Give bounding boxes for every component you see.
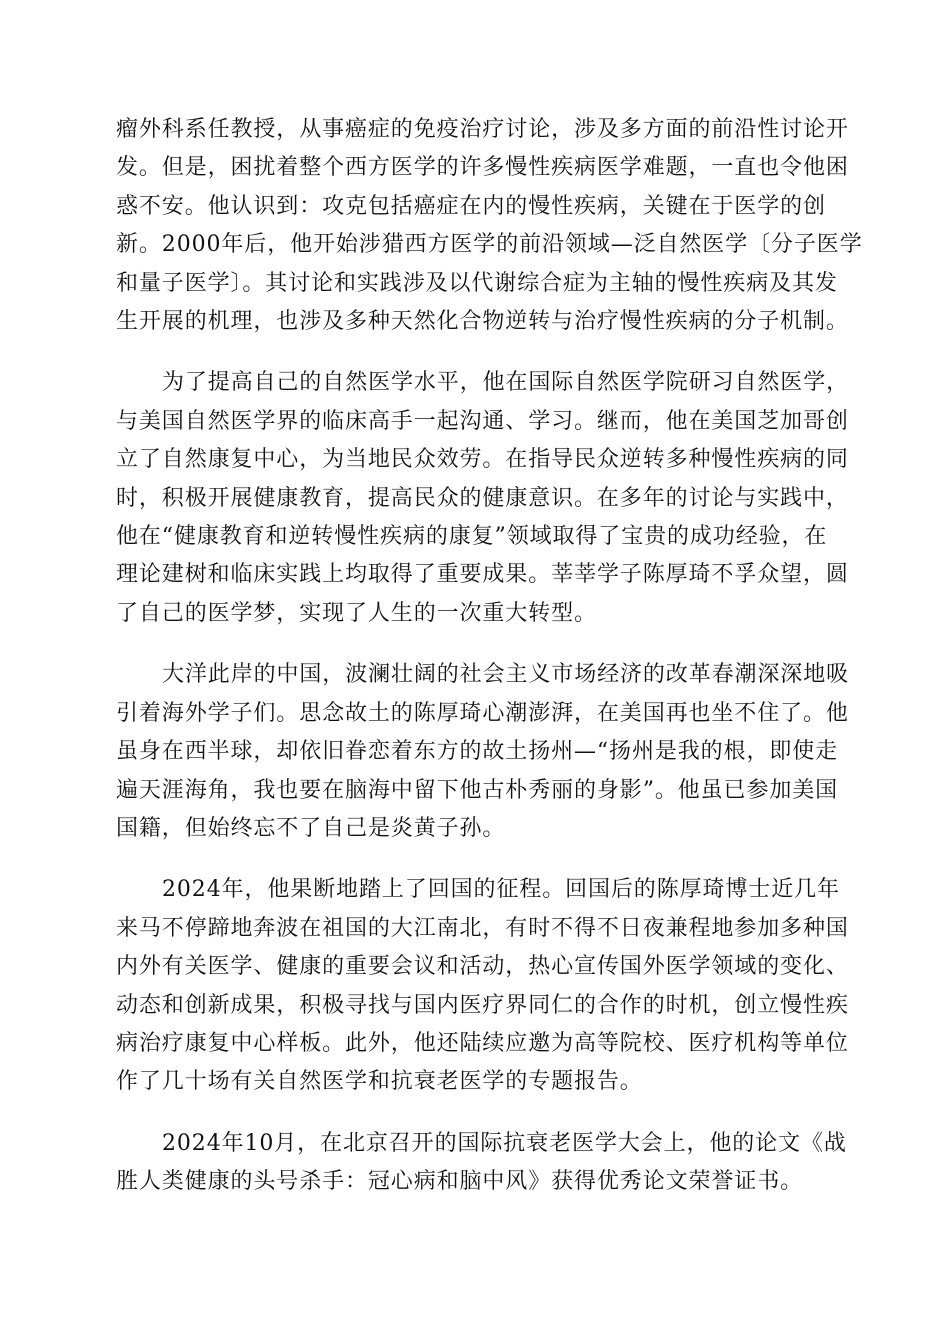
text-line: 和量子医学〕。其讨论和实践涉及以代谢综合症为主轴的慢性疾病及其发 xyxy=(116,270,838,296)
text-line: 2024年10月，在北京召开的国际抗衰老医学大会上，他的论文《战 xyxy=(162,1130,847,1156)
paragraph-2 xyxy=(116,364,850,633)
text-line: 2024年，他果断地踏上了回国的征程。回国后的陈厚琦博士近几年 xyxy=(162,877,840,903)
text-line: 发。但是，困扰着整个西方医学的许多慢性疾病医学难题，一直也令他困 xyxy=(116,155,849,181)
text-line: 与美国自然医学界的临床高手一起沟通、学习。继而，他在美国芝加哥创 xyxy=(116,408,849,434)
paragraph-4 xyxy=(116,871,849,1101)
text-line: 了自己的医学梦，实现了人生的一次重大转型。 xyxy=(116,600,597,626)
text-line: 时，积极开展健康教育，提高民众的健康意识。在多年的讨论与实践中， xyxy=(116,485,849,511)
text-line: 他在“健康教育和逆转慢性疾病的康复”领域取得了宝贵的成功经验，在 xyxy=(116,524,828,550)
paragraph-1 xyxy=(116,111,863,341)
text-line: 瘤外科系任教授，从事癌症的免疫治疗讨论，涉及多方面的前沿性讨论开 xyxy=(116,117,849,142)
text-line: 理论建树和临床实践上均取得了重要成果。莘莘学子陈厚琦不孚众望，圆 xyxy=(116,562,849,588)
paragraph-3 xyxy=(116,656,850,848)
text-line: 大洋此岸的中国，波澜壮阔的社会主义市场经济的改革春潮深深地吸 xyxy=(162,662,850,688)
text-line: 来马不停蹄地奔波在祖国的大江南北，有时不得不日夜兼程地参加多种国 xyxy=(116,915,849,941)
text-line: 引着海外学子们。思念故土的陈厚琦心潮澎湃，在美国再也坐不住了。他 xyxy=(116,700,849,726)
paragraph-5 xyxy=(116,1125,847,1202)
text-line: 惑不安。他认识到：攻克包括癌症在内的慢性疾病，关键在于医学的创 xyxy=(116,193,826,219)
text-line: 虽身在西半球，却依旧眷恋着东方的故土扬州—“扬州是我的根，即使走 xyxy=(116,739,839,765)
text-line: 新。2000年后，他开始涉猎西方医学的前沿领域—泛自然医学〔分子医学 xyxy=(116,232,863,258)
text-line: 遍天涯海角，我也要在脑海中留下他古朴秀丽的身影”。他虽已参加美国 xyxy=(116,777,839,803)
text-line: 作了几十场有关自然医学和抗衰老医学的专题报告。 xyxy=(116,1069,643,1095)
text-line: 国籍，但始终忘不了自己是炎黄子孙。 xyxy=(116,815,506,841)
text-line: 内外有关医学、健康的重要会议和活动，热心宣传国外医学领域的变化、 xyxy=(116,954,849,980)
text-line: 动态和创新成果，积极寻找与国内医疗界同仁的合作的时机，创立慢性疾 xyxy=(116,992,849,1018)
document-body xyxy=(116,111,863,1225)
text-line: 生开展的机理，也涉及多种天然化合物逆转与治疗慢性疾病的分子机制。 xyxy=(116,309,849,335)
text-line: 为了提高自己的自然医学水平，他在国际自然医学院研习自然医学， xyxy=(162,370,850,396)
text-line: 病治疗康复中心样板。此外，他还陆续应邀为高等院校、医疗机构等单位 xyxy=(116,1030,849,1056)
text-line: 立了自然康复中心，为当地民众效劳。在指导民众逆转多种慢性疾病的同 xyxy=(116,447,849,473)
text-line: 胜人类健康的头号杀手：冠心病和脑中风》获得优秀论文荣誉证书。 xyxy=(116,1169,804,1195)
